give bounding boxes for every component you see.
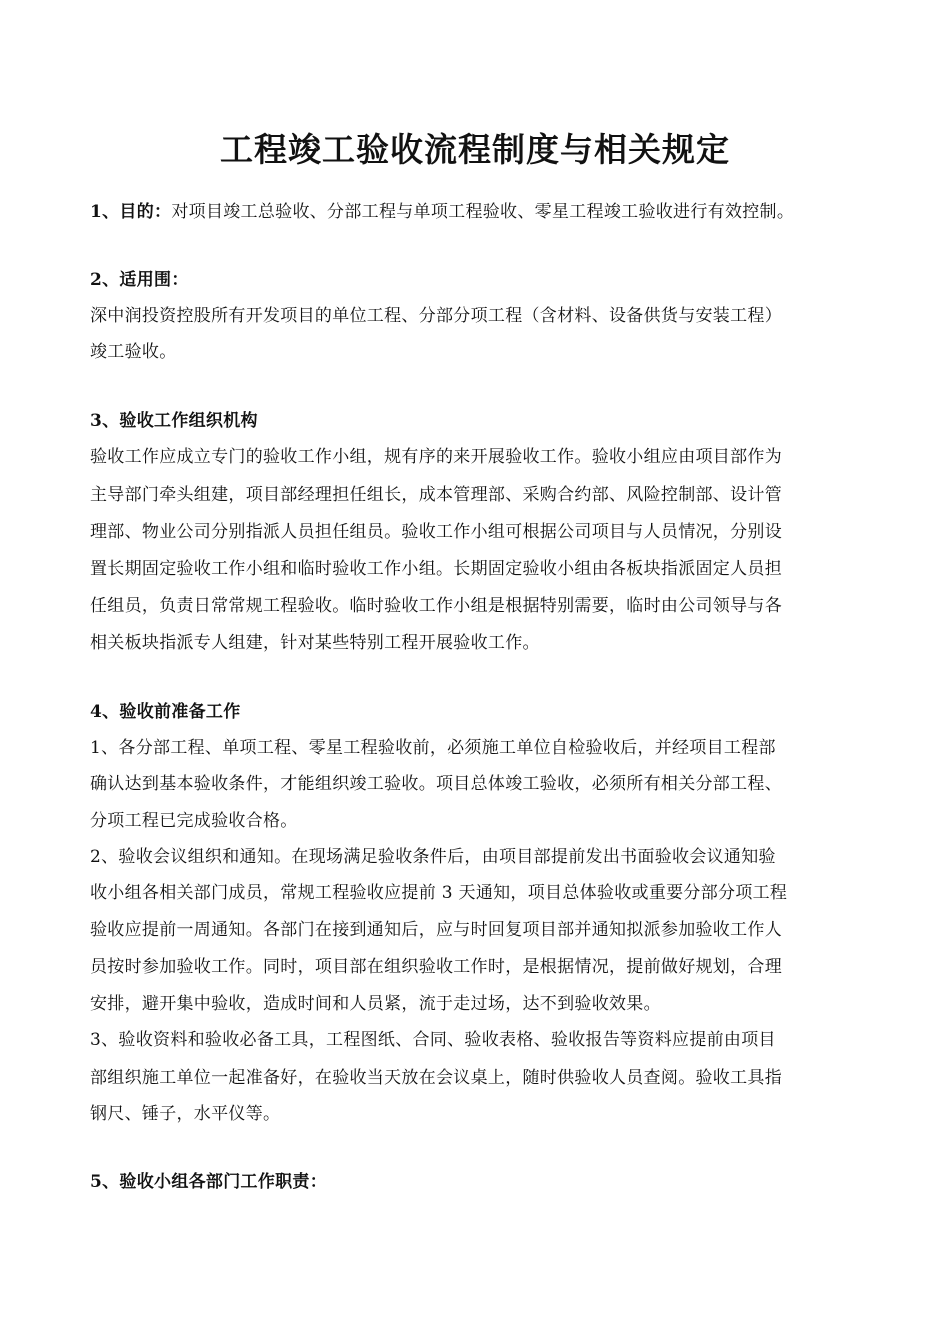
section-4-line: 员按时参加验收工作。同时，项目部在组织验收工作时，是根据情况，提前做好规划，合理 — [90, 957, 782, 977]
section-3-line: 验收工作应成立专门的验收工作小组，规有序的来开展验收工作。验收小组应由项目部作为 — [90, 447, 782, 467]
section-4-line: 钢尺、锤子，水平仪等。 — [90, 1104, 281, 1124]
section-3-line: 理部、物业公司分别指派人员担任组员。验收工作小组可根据公司项目与人员情况，分别设 — [90, 522, 782, 542]
section-1-heading: 1、目的： — [90, 202, 172, 222]
section-4-line: 1、各分部工程、单项工程、零星工程验收前，必须施工单位自检验收后，并经项目工程部 — [90, 738, 776, 758]
section-4-line: 部组织施工单位一起准备好，在验收当天放在会议桌上，随时供验收人员查阅。验收工具指 — [90, 1068, 782, 1088]
section-4-heading: 4、验收前准备工作 — [90, 702, 241, 722]
section-3-line: 任组员，负责日常常规工程验收。临时验收工作小组是根据特别需要，临时由公司领导与各 — [90, 596, 782, 616]
section-3-line: 相关板块指派专人组建，针对某些特别工程开展验收工作。 — [90, 633, 540, 653]
section-3-line: 主导部门牵头组建，项目部经理担任组长，成本管理部、采购合约部、风险控制部、设计管 — [90, 485, 782, 505]
section-1-text: 对项目竣工总验收、分部工程与单项工程验收、零星工程竣工验收进行有效控制。 — [171, 202, 795, 222]
section-2-heading: 2、适用围： — [90, 270, 189, 290]
section-4-line: 收小组各相关部门成员，常规工程验收应提前 3 天通知，项目总体验收或重要分部分项工程 — [90, 883, 788, 903]
section-4-line: 3、验收资料和验收必备工具，工程图纸、合同、验收表格、验收报告等资料应提前由项目 — [90, 1030, 776, 1050]
section-4-line: 确认达到基本验收条件，才能组织竣工验收。项目总体竣工验收，必须所有相关分部工程、 — [90, 774, 782, 794]
section-1-purpose — [90, 200, 880, 224]
section-3-line: 置长期固定验收工作小组和临时验收工作小组。长期固定验收小组由各板块指派固定人员担 — [90, 559, 782, 579]
section-4-line: 安排，避开集中验收，造成时间和人员紧，流于走过场，达不到验收效果。 — [90, 994, 661, 1014]
section-2-line: 深中润投资控股所有开发项目的单位工程、分部分项工程（含材料、设备供货与安装工程） — [90, 306, 782, 326]
document-title: 工程竣工验收流程制度与相关规定 — [220, 130, 730, 169]
section-5-heading: 5、验收小组各部门工作职责： — [90, 1172, 328, 1192]
section-3-heading: 3、验收工作组织机构 — [90, 411, 258, 431]
section-4-line: 2、验收会议组织和通知。在现场满足验收条件后，由项目部提前发出书面验收会议通知验 — [90, 847, 776, 867]
section-4-line: 分项工程已完成验收合格。 — [90, 811, 298, 831]
section-2-line: 竣工验收。 — [90, 342, 177, 362]
section-4-line: 验收应提前一周通知。各部门在接到通知后，应与时回复项目部并通知拟派参加验收工作人 — [90, 920, 782, 940]
